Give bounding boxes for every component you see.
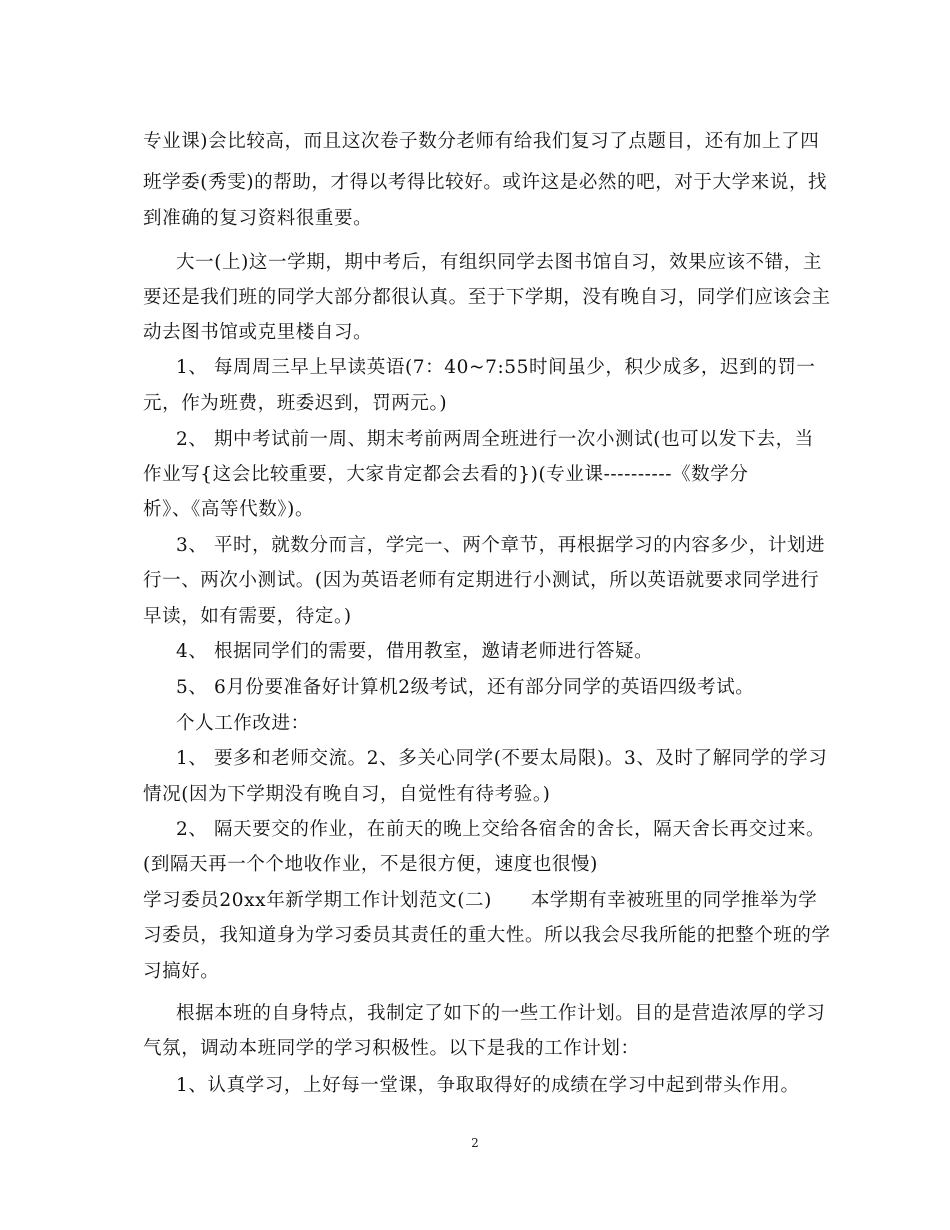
text-line: 5、 6月份要准备好计算机2级考试，还有部分同学的英语四级考试。 <box>176 677 755 698</box>
text-line: 班学委(秀雯)的帮助，才得以考得比较好。或许这是必然的吧，对于大学来说，找 <box>143 172 828 193</box>
text-line: 气氛，调动本班同学的学习积极性。以下是我的工作计划： <box>143 1038 640 1059</box>
text-line: 要还是我们班的同学大部分都很认真。至于下学期，没有晚自习，同学们应该会主 <box>143 287 831 308</box>
page-number: 2 <box>471 1136 479 1150</box>
text-line: 习搞好。 <box>143 961 220 982</box>
text-line: 行一、两次小测试。(因为英语老师有定期进行小测试，所以英语就要求同学进行 <box>143 570 820 591</box>
text-line: 2、 期中考试前一周、期末考前两周全班进行一次小测试(也可以发下去，当 <box>176 429 814 450</box>
text-line: 4、 根据同学们的需要，借用教室，邀请老师进行答疑。 <box>176 641 654 662</box>
text-line: 2、 隔天要交的作业，在前天的晚上交给各宿舍的舍长，隔天舍长再交过来。 <box>176 819 826 840</box>
text-line: (到隔天再一个个地收作业，不是很方便，速度也很慢) <box>143 854 598 875</box>
text-line: 习委员，我知道身为学习委员其责任的重大性。所以我会尽我所能的把整个班的学 <box>143 925 831 946</box>
text-line: 3、 平时，就数分而言，学完一、两个章节，再根据学习的内容多少，计划进 <box>176 535 826 556</box>
text-line: 专业课)会比较高，而且这次卷子数分老师有给我们复习了点题目，还有加上了四 <box>143 131 820 152</box>
text-line: 早读，如有需要，待定。) <box>143 606 352 627</box>
text-line: 根据本班的自身特点，我制定了如下的一些工作计划。目的是营造浓厚的学习 <box>176 1003 826 1024</box>
text-line: 动去图书馆或克里楼自习。 <box>143 322 373 343</box>
text-line: 情况(因为下学期没有晚自习，自觉性有待考验。) <box>143 784 551 805</box>
text-line: 大一(上)这一学期，期中考后，有组织同学去图书馆自习，效果应该不错，主 <box>176 252 822 273</box>
text-line: 作业写{这会比较重要，大家肯定都会去看的})(专业课----------《数学分 <box>143 464 749 485</box>
text-line: 学习委员20xx年新学期工作计划范文(二) 本学期有幸被班里的同学推举为学 <box>143 890 818 911</box>
text-line: 到准确的复习资料很重要。 <box>143 208 373 229</box>
text-line: 个人工作改进： <box>176 713 310 734</box>
text-line: 析》、《高等代数》)。 <box>143 499 315 520</box>
text-line: 1、 每周周三早上早读英语(7：40~7:55时间虽少，积少成多，迟到的罚一 <box>176 357 816 378</box>
text-line: 元，作为班费，班委迟到，罚两元。) <box>143 393 448 414</box>
text-line: 1、认真学习，上好每一堂课，争取取得好的成绩在学习中起到带头作用。 <box>176 1075 800 1096</box>
text-line: 1、 要多和老师交流。2、多关心同学(不要太局限)。3、及时了解同学的学习 <box>176 748 828 769</box>
